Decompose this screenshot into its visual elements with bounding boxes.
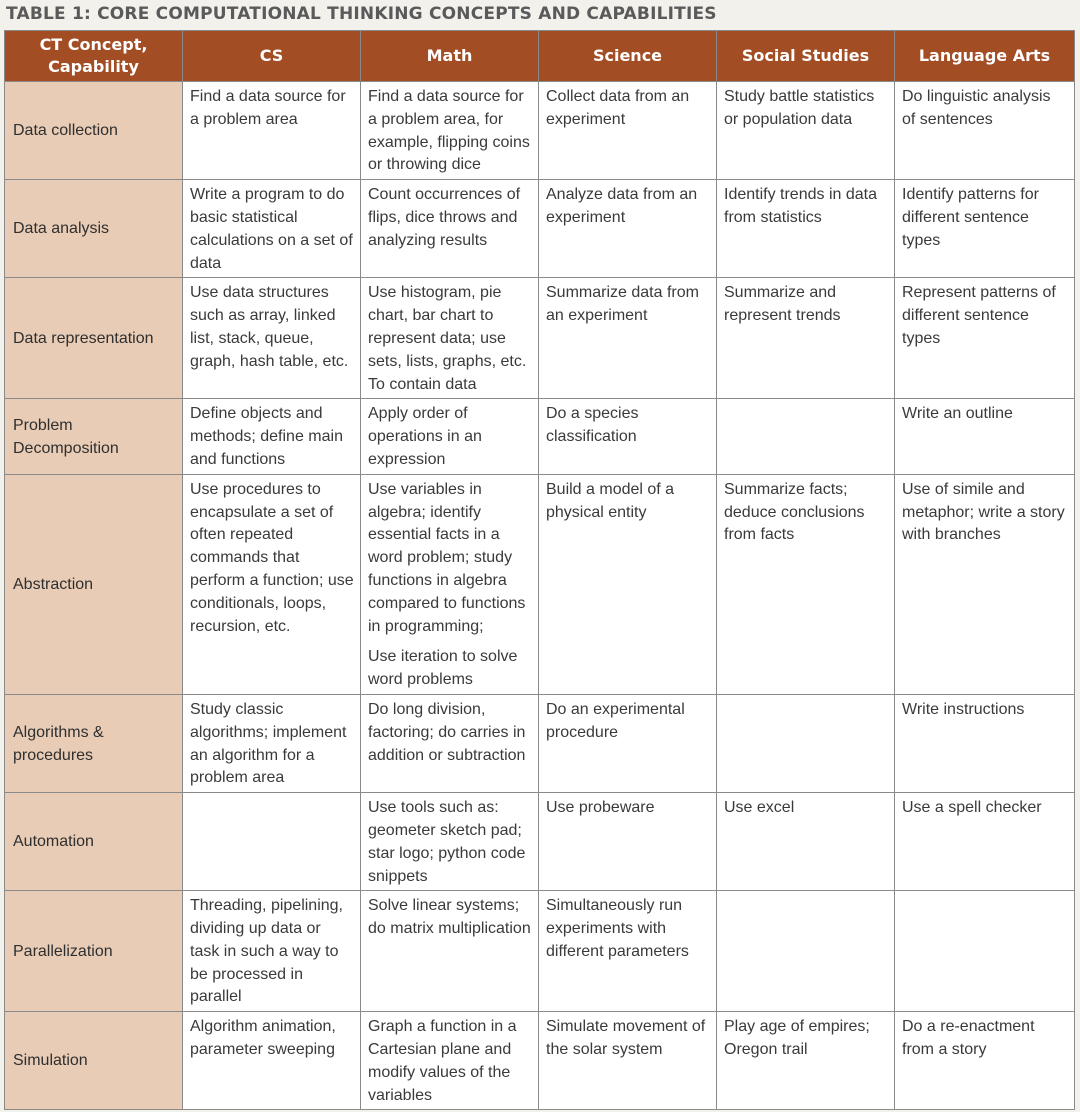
table-row xyxy=(5,1012,1075,1110)
cell-text: Use histogram, pie chart, bar chart to represent data; use sets, lists, graphs, etc. To contain data xyxy=(368,284,527,393)
cell-text: Do a re-enactment from a story xyxy=(902,1018,1035,1059)
cell-math xyxy=(361,399,539,474)
cell-science xyxy=(539,278,717,399)
cell-cs xyxy=(183,474,361,694)
cell-language-arts xyxy=(895,1012,1075,1110)
cell-cs xyxy=(183,399,361,474)
concept-cell: Data analysis xyxy=(5,180,183,278)
cell-text: Use a spell checker xyxy=(902,799,1042,817)
table-row xyxy=(5,278,1075,399)
concept-cell: Parallelization xyxy=(5,891,183,1012)
cell-cs xyxy=(183,278,361,399)
concept-cell: Problem Decomposition xyxy=(5,399,183,474)
cell-text: Analyze data from an experiment xyxy=(546,186,698,226)
cell-text: Use procedures to encapsulate a set of often repeated commands that perform a function; use conditionals, loops, recursion, etc. xyxy=(190,480,354,635)
cell-text: Study battle statistics or population data xyxy=(724,88,875,128)
header-language-arts: Language Arts xyxy=(895,31,1075,82)
cell-social-studies xyxy=(717,399,895,474)
cell-social-studies xyxy=(717,180,895,278)
concept-cell: Data collection xyxy=(5,82,183,180)
cell-language-arts xyxy=(895,793,1075,891)
cell-science xyxy=(539,891,717,1012)
cell-text: Summarize facts; deduce conclusions from facts xyxy=(724,480,865,544)
cell-social-studies xyxy=(717,694,895,792)
cell-text: Represent patterns of different sentence types xyxy=(902,284,1056,347)
cell-text: Do an experimental procedure xyxy=(546,700,685,741)
cell-math xyxy=(361,694,539,792)
cell-text: Summarize and represent trends xyxy=(724,284,841,325)
table-row xyxy=(5,82,1075,180)
cell-text: Use excel xyxy=(724,799,795,817)
cell-science xyxy=(539,694,717,792)
header-cs: CS xyxy=(183,31,361,82)
cell-text: Summarize data from an experiment xyxy=(546,284,699,325)
ct-concepts-table xyxy=(4,30,1075,1110)
table-row xyxy=(5,474,1075,694)
table-caption: TABLE 1: CORE COMPUTATIONAL THINKING CONCEPTS AND CAPABILITIES xyxy=(6,4,717,24)
cell-cs xyxy=(183,694,361,792)
cell-text: Find a data source for a problem area xyxy=(190,88,346,128)
cell-language-arts xyxy=(895,278,1075,399)
cell-cs xyxy=(183,180,361,278)
cell-social-studies xyxy=(717,278,895,399)
concept-cell: Automation xyxy=(5,793,183,891)
cell-science xyxy=(539,82,717,180)
cell-cs xyxy=(183,82,361,180)
cell-math xyxy=(361,278,539,399)
cell-text: Use probeware xyxy=(546,799,655,817)
table-row xyxy=(5,399,1075,474)
cell-text: Apply order of operations in an expression xyxy=(368,405,482,468)
cell-text: Simultaneously run experiments with different parameters xyxy=(546,897,689,960)
header-math: Math xyxy=(361,31,539,82)
concept-cell: Data representation xyxy=(5,278,183,399)
cell-text: Graph a function in a Cartesian plane and modify values of the variables xyxy=(368,1018,517,1104)
cell-science xyxy=(539,399,717,474)
cell-language-arts xyxy=(895,82,1075,180)
table-row xyxy=(5,793,1075,891)
cell-language-arts xyxy=(895,180,1075,278)
cell-text: Solve linear systems; do matrix multiplication xyxy=(368,897,531,938)
concept-cell: Algorithms & procedures xyxy=(5,694,183,792)
cell-social-studies xyxy=(717,793,895,891)
header-science: Science xyxy=(539,31,717,82)
cell-math xyxy=(361,82,539,180)
cell-text: Algorithm animation, parameter sweeping xyxy=(190,1018,336,1059)
cell-text: Do a species classification xyxy=(546,405,639,446)
header-social-studies: Social Studies xyxy=(717,31,895,82)
cell-text: Simulate movement of the solar system xyxy=(546,1018,706,1059)
cell-math xyxy=(361,474,539,694)
cell-text: Define objects and methods; define main and functions xyxy=(190,405,343,468)
cell-language-arts xyxy=(895,891,1075,1012)
cell-text: Collect data from an experiment xyxy=(546,88,690,128)
table-row xyxy=(5,180,1075,278)
cell-text: Write a program to do basic statistical calculations on a set of data xyxy=(190,186,353,272)
cell-text: Identify trends in data from statistics xyxy=(724,186,877,226)
cell-language-arts xyxy=(895,694,1075,792)
cell-text: Threading, pipelining, dividing up data or task in such a way to be processed in parallel xyxy=(190,897,343,1006)
cell-science xyxy=(539,180,717,278)
concept-cell: Simulation xyxy=(5,1012,183,1110)
cell-cs xyxy=(183,793,361,891)
cell-math xyxy=(361,1012,539,1110)
cell-text: Use variables in algebra; identify essential facts in a word problem; study functions in algebra compared to functions in programming; xyxy=(368,480,526,635)
table-container xyxy=(4,30,1075,1110)
header-row xyxy=(5,31,1075,82)
header-ct-concept: CT Concept, Capability xyxy=(5,31,183,82)
cell-science xyxy=(539,793,717,891)
cell-text: Play age of empires; Oregon trail xyxy=(724,1018,870,1059)
cell-math xyxy=(361,793,539,891)
cell-text: Identify patterns for different sentence types xyxy=(902,186,1039,249)
cell-language-arts xyxy=(895,474,1075,694)
cell-text: Do long division, factoring; do carries in addition or subtraction xyxy=(368,700,526,764)
cell-math xyxy=(361,180,539,278)
cell-science xyxy=(539,474,717,694)
cell-text: Write an outline xyxy=(902,405,1013,423)
cell-text: Do linguistic analysis of sentences xyxy=(902,88,1051,128)
cell-language-arts xyxy=(895,399,1075,474)
cell-social-studies xyxy=(717,891,895,1012)
table-row xyxy=(5,891,1075,1012)
cell-text: Use of simile and metaphor; write a story with branches xyxy=(902,480,1065,544)
cell-text: Use iteration to solve word problems xyxy=(368,648,518,689)
cell-math xyxy=(361,891,539,1012)
cell-social-studies xyxy=(717,1012,895,1110)
concept-cell: Abstraction xyxy=(5,474,183,694)
cell-social-studies xyxy=(717,82,895,180)
cell-text: Write instructions xyxy=(902,700,1025,718)
cell-text: Study classic algorithms; implement an algorithm for a problem area xyxy=(190,700,347,787)
cell-text: Use data structures such as array, linked list, stack, queue, graph, hash table, etc. xyxy=(190,284,349,370)
cell-text: Use tools such as: geometer sketch pad; star logo; python code snippets xyxy=(368,799,526,885)
cell-cs xyxy=(183,1012,361,1110)
cell-social-studies xyxy=(717,474,895,694)
cell-text: Count occurrences of flips, dice throws and analyzing results xyxy=(368,186,521,249)
cell-text: Find a data source for a problem area, for example, flipping coins or throwing dice xyxy=(368,88,530,174)
cell-cs xyxy=(183,891,361,1012)
cell-text: Build a model of a physical entity xyxy=(546,480,675,521)
cell-science xyxy=(539,1012,717,1110)
table-row xyxy=(5,694,1075,792)
